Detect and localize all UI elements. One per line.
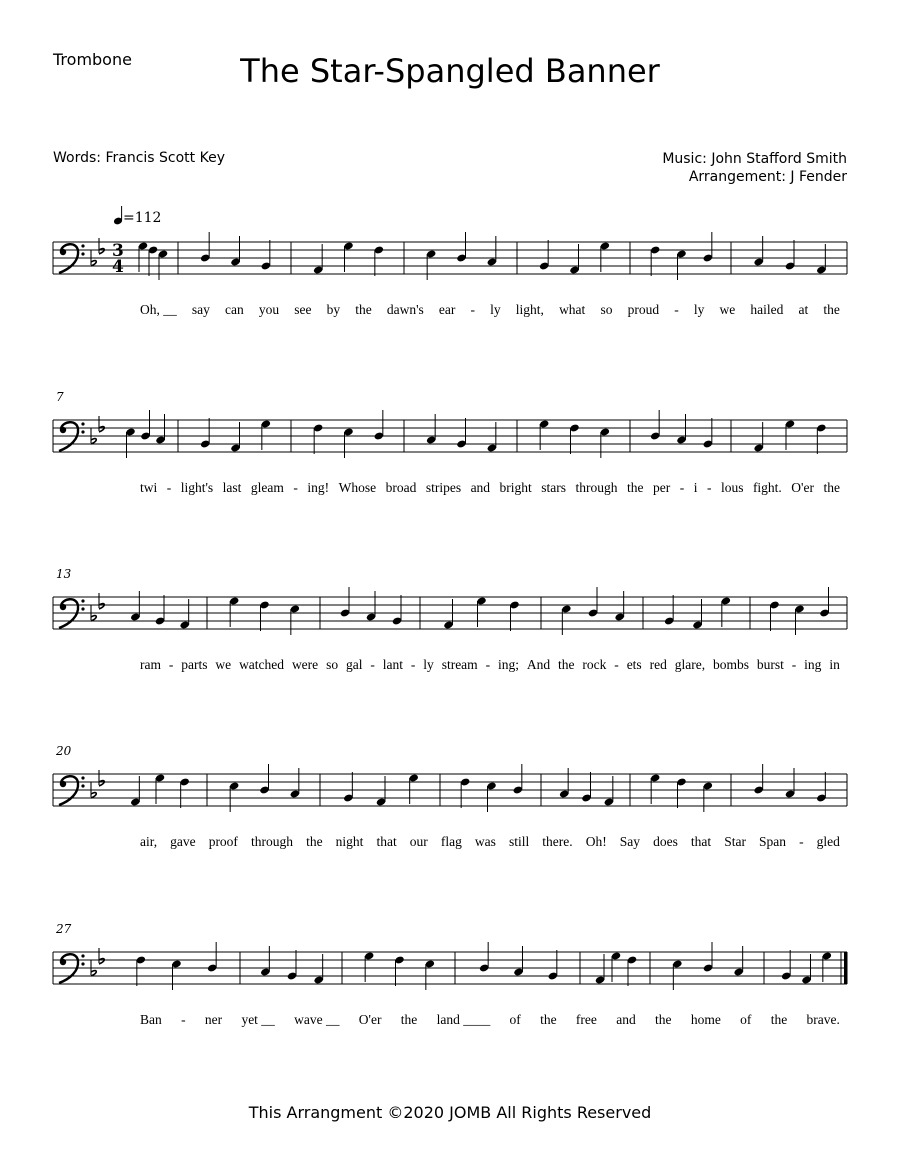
lyric-syllable: ly bbox=[423, 657, 434, 672]
lyric-syllable: ner bbox=[204, 1012, 223, 1027]
words-credit: Words: Francis Scott Key bbox=[53, 150, 225, 166]
lyric-syllable: - bbox=[293, 480, 298, 495]
lyrics-line bbox=[140, 302, 840, 318]
lyric-syllable: was bbox=[474, 834, 496, 849]
lyric-syllable: Oh, __ bbox=[140, 302, 177, 317]
final-barline bbox=[844, 952, 848, 984]
notes-group bbox=[130, 587, 830, 635]
lyric-syllable: stripes bbox=[425, 480, 462, 495]
notes-group bbox=[130, 764, 826, 812]
lyric-syllable: stars bbox=[541, 480, 567, 495]
measure-number: 7 bbox=[56, 390, 64, 404]
lyric-syllable: broad bbox=[385, 480, 417, 495]
lyric-syllable: gleam bbox=[250, 480, 284, 495]
lyric-syllable: ram bbox=[140, 657, 161, 672]
lyric-syllable: - bbox=[791, 657, 797, 672]
lyric-syllable: glare, bbox=[674, 657, 706, 672]
lyric-syllable: light, bbox=[515, 302, 544, 317]
lyric-syllable: home bbox=[690, 1012, 721, 1027]
lyric-syllable: stream bbox=[441, 657, 478, 672]
lyric-syllable: proof bbox=[208, 834, 238, 849]
lyric-syllable: ets bbox=[626, 657, 642, 672]
lyric-syllable: through bbox=[251, 834, 293, 849]
lyric-syllable: land ____ bbox=[436, 1012, 491, 1027]
lyric-syllable: lous bbox=[720, 480, 744, 495]
lyric-syllable: gal bbox=[345, 657, 363, 672]
music-credit: Music: John Stafford Smith bbox=[662, 151, 847, 167]
lyric-syllable: at bbox=[798, 302, 809, 317]
lyric-syllable: hailed bbox=[750, 302, 784, 317]
instrument-name: Trombone bbox=[53, 50, 132, 69]
bass-clef-icon bbox=[59, 599, 85, 628]
lyric-syllable: that bbox=[690, 834, 712, 849]
bass-clef-icon bbox=[59, 244, 85, 273]
bass-clef-icon bbox=[59, 776, 85, 805]
lyric-syllable: the bbox=[770, 1012, 788, 1027]
lyric-syllable: dawn's bbox=[386, 302, 424, 317]
lyrics-line bbox=[140, 1012, 840, 1028]
lyric-syllable: flag bbox=[440, 834, 462, 849]
lyric-syllable: - bbox=[679, 480, 685, 495]
lyric-syllable: were bbox=[291, 657, 319, 672]
time-signature-icon bbox=[112, 241, 124, 277]
lyric-syllable: lant bbox=[382, 657, 403, 672]
lyric-syllable: - bbox=[799, 834, 804, 849]
lyric-syllable: so bbox=[326, 657, 339, 672]
lyric-syllable: - bbox=[706, 480, 712, 495]
bass-clef-icon bbox=[59, 954, 85, 983]
staff-system bbox=[53, 942, 848, 990]
staff-system bbox=[53, 764, 847, 812]
lyric-syllable: air, bbox=[140, 834, 158, 849]
lyric-syllable: that bbox=[376, 834, 397, 849]
lyrics-line bbox=[140, 834, 840, 850]
lyric-syllable: yet __ bbox=[241, 1012, 275, 1027]
measure-number: 13 bbox=[56, 567, 72, 581]
lyric-syllable: in bbox=[829, 657, 840, 672]
lyric-syllable: - bbox=[166, 480, 172, 495]
lyric-syllable: Ban bbox=[140, 1012, 162, 1027]
lyric-syllable: ear bbox=[438, 302, 456, 317]
lyric-syllable: the bbox=[355, 302, 372, 317]
lyric-syllable: - bbox=[470, 302, 476, 317]
lyric-syllable: Span bbox=[759, 834, 787, 849]
staff-system bbox=[53, 410, 847, 458]
lyric-syllable: free bbox=[575, 1012, 597, 1027]
lyric-syllable: - bbox=[485, 657, 491, 672]
lyric-syllable: per bbox=[652, 480, 671, 495]
lyric-syllable: bombs bbox=[712, 657, 749, 672]
svg-text:3: 3 bbox=[112, 241, 124, 261]
lyric-syllable: i bbox=[693, 480, 698, 495]
lyric-syllable: ly bbox=[693, 302, 705, 317]
lyric-syllable: what bbox=[559, 302, 586, 317]
svg-text:4: 4 bbox=[112, 257, 124, 277]
lyric-syllable: twi bbox=[140, 480, 158, 495]
lyric-syllable: the bbox=[627, 480, 644, 495]
staff-system bbox=[53, 232, 847, 280]
lyric-syllable: ing! bbox=[307, 480, 330, 495]
lyric-syllable: fight. bbox=[752, 480, 782, 495]
lyric-syllable: through bbox=[575, 480, 618, 495]
lyric-syllable: O'er bbox=[791, 480, 814, 495]
lyric-syllable: night bbox=[335, 834, 364, 849]
lyric-syllable: And bbox=[526, 657, 551, 672]
lyric-syllable: - bbox=[370, 657, 375, 672]
lyric-syllable: ing; bbox=[497, 657, 519, 672]
lyric-syllable: the bbox=[558, 657, 575, 672]
lyric-syllable: ly bbox=[490, 302, 501, 317]
lyric-syllable: wave __ bbox=[294, 1012, 340, 1027]
lyric-syllable: parts bbox=[181, 657, 208, 672]
lyric-syllable: - bbox=[168, 657, 174, 672]
lyric-syllable: the bbox=[400, 1012, 418, 1027]
lyric-syllable: last bbox=[222, 480, 242, 495]
lyric-syllable: - bbox=[674, 302, 679, 317]
measure-number: 27 bbox=[56, 922, 72, 936]
lyric-syllable: watched bbox=[239, 657, 285, 672]
lyrics-line bbox=[140, 480, 840, 496]
lyric-syllable: the bbox=[655, 1012, 672, 1027]
lyric-syllable: there. bbox=[542, 834, 573, 849]
lyric-syllable: Star bbox=[724, 834, 746, 849]
lyric-syllable: say bbox=[191, 302, 210, 317]
notes-group bbox=[138, 232, 827, 280]
lyric-syllable: you bbox=[258, 302, 280, 317]
lyric-syllable: rock bbox=[582, 657, 607, 672]
lyric-syllable: ing bbox=[804, 657, 822, 672]
lyric-syllable: the bbox=[823, 480, 840, 495]
lyric-syllable: proud bbox=[627, 302, 660, 317]
lyric-syllable: and bbox=[616, 1012, 636, 1027]
lyric-syllable: does bbox=[653, 834, 678, 849]
lyric-syllable: see bbox=[294, 302, 312, 317]
bass-clef-icon bbox=[59, 422, 85, 451]
lyric-syllable: gave bbox=[170, 834, 196, 849]
lyric-syllable: can bbox=[225, 302, 244, 317]
notes-group bbox=[125, 410, 826, 458]
lyric-syllable: and bbox=[470, 480, 491, 495]
lyric-syllable: of bbox=[740, 1012, 752, 1027]
lyric-syllable: bright bbox=[499, 480, 532, 495]
lyric-syllable: - bbox=[614, 657, 619, 672]
page-title: The Star-Spangled Banner bbox=[240, 52, 660, 90]
lyric-syllable: burst bbox=[756, 657, 784, 672]
lyric-syllable: gled bbox=[816, 834, 840, 849]
lyric-syllable: our bbox=[409, 834, 428, 849]
lyric-syllable: we bbox=[719, 302, 736, 317]
lyric-syllable: light's bbox=[180, 480, 214, 495]
tempo-quarter-note-icon bbox=[113, 206, 123, 225]
lyric-syllable: Oh! bbox=[585, 834, 607, 849]
lyric-syllable: still bbox=[508, 834, 530, 849]
lyric-syllable: we bbox=[215, 657, 232, 672]
tempo-marking: =112 bbox=[123, 210, 162, 226]
lyric-syllable: - bbox=[181, 1012, 186, 1027]
lyric-syllable: the bbox=[540, 1012, 557, 1027]
lyrics-line bbox=[140, 657, 840, 673]
lyric-syllable: so bbox=[600, 302, 613, 317]
lyric-syllable: Whose bbox=[338, 480, 377, 495]
measure-number: 20 bbox=[56, 744, 72, 758]
arrangement-credit: Arrangement: J Fender bbox=[688, 169, 847, 185]
copyright-footer: This Arrangment ©2020 JOMB All Rights Reserved bbox=[248, 1103, 652, 1122]
lyric-syllable: Say bbox=[619, 834, 641, 849]
lyric-syllable: - bbox=[410, 657, 416, 672]
lyric-syllable: the bbox=[823, 302, 840, 317]
lyric-syllable: brave. bbox=[806, 1012, 840, 1027]
staff-system bbox=[53, 587, 847, 635]
lyric-syllable: by bbox=[326, 302, 341, 317]
lyric-syllable: the bbox=[306, 834, 323, 849]
lyric-syllable: red bbox=[649, 657, 667, 672]
lyric-syllable: O'er bbox=[358, 1012, 382, 1027]
lyric-syllable: of bbox=[509, 1012, 521, 1027]
